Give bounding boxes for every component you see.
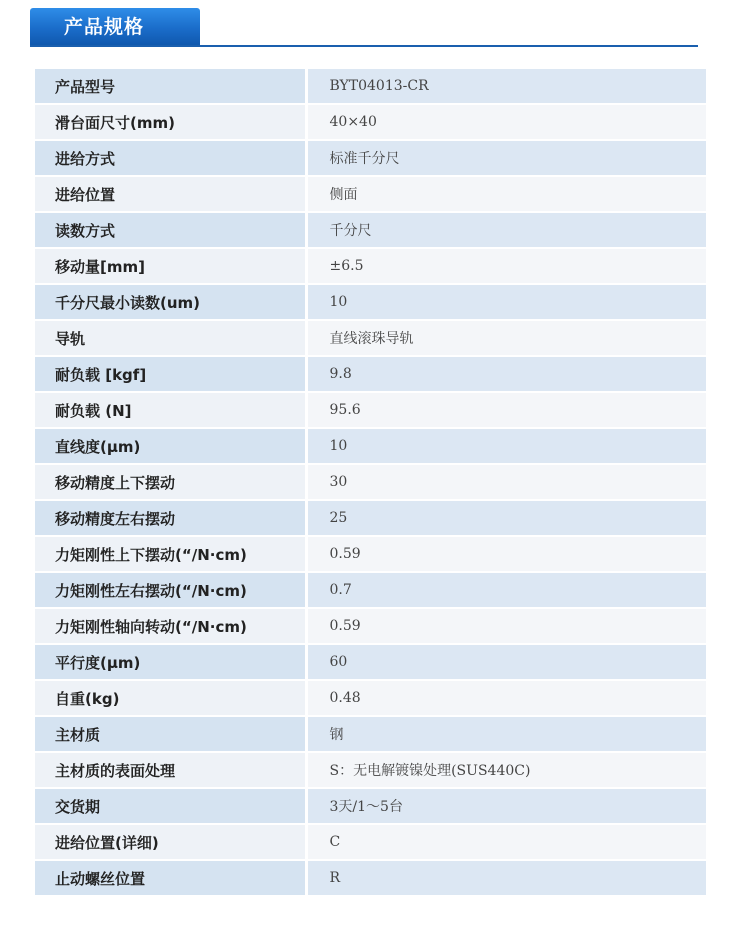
spec-value: 直线滚珠导轨 [306, 320, 706, 356]
section-divider [30, 45, 698, 47]
spec-value: 侧面 [306, 176, 706, 212]
spec-value: 钢 [306, 716, 706, 752]
spec-value: 标准千分尺 [306, 140, 706, 176]
spec-row [35, 464, 706, 500]
spec-row [35, 752, 706, 788]
spec-row [35, 500, 706, 536]
spec-row [35, 212, 706, 248]
spec-label: 千分尺最小读数(um) [35, 284, 306, 320]
spec-row [35, 788, 706, 824]
spec-label: 导轨 [35, 320, 306, 356]
spec-label: 进给方式 [35, 140, 306, 176]
spec-label: 交货期 [35, 788, 306, 824]
spec-label: 产品型号 [35, 69, 306, 104]
spec-label: 移动量[mm] [35, 248, 306, 284]
spec-row [35, 824, 706, 860]
spec-row [35, 392, 706, 428]
spec-row [35, 248, 706, 284]
spec-label: 移动精度左右摆动 [35, 500, 306, 536]
spec-row [35, 284, 706, 320]
spec-row [35, 140, 706, 176]
spec-label: 耐负载 [kgf] [35, 356, 306, 392]
spec-value: 千分尺 [306, 212, 706, 248]
spec-value: 10 [306, 284, 706, 320]
spec-label: 进给位置 [35, 176, 306, 212]
spec-value: BYT04013-CR [306, 69, 706, 104]
spec-value: R [306, 860, 706, 896]
spec-label: 进给位置(详细) [35, 824, 306, 860]
spec-value: 0.59 [306, 536, 706, 572]
spec-value: 95.6 [306, 392, 706, 428]
spec-value: 60 [306, 644, 706, 680]
spec-value: ±6.5 [306, 248, 706, 284]
spec-row [35, 356, 706, 392]
spec-label: 滑台面尺寸(mm) [35, 104, 306, 140]
spec-row [35, 320, 706, 356]
spec-value: 40×40 [306, 104, 706, 140]
spec-value: 9.8 [306, 356, 706, 392]
section-title-tab: 产品规格 [30, 8, 200, 46]
spec-label: 止动螺丝位置 [35, 860, 306, 896]
spec-label: 力矩刚性轴向转动(“/N·cm) [35, 608, 306, 644]
spec-value: 10 [306, 428, 706, 464]
section-header [30, 8, 698, 48]
spec-row [35, 104, 706, 140]
spec-row [35, 428, 706, 464]
spec-label: 读数方式 [35, 212, 306, 248]
spec-row [35, 680, 706, 716]
spec-label: 移动精度上下摆动 [35, 464, 306, 500]
spec-label: 主材质 [35, 716, 306, 752]
spec-label: 力矩刚性上下摆动(“/N·cm) [35, 536, 306, 572]
spec-row [35, 860, 706, 896]
spec-row [35, 176, 706, 212]
spec-row [35, 69, 706, 104]
spec-row [35, 716, 706, 752]
spec-value: 25 [306, 500, 706, 536]
spec-value: 0.59 [306, 608, 706, 644]
spec-value: S：无电解镀镍处理(SUS440C) [306, 752, 706, 788]
spec-label: 直线度(μm) [35, 428, 306, 464]
spec-label: 耐负载 (N] [35, 392, 306, 428]
spec-label: 平行度(μm) [35, 644, 306, 680]
spec-value: C [306, 824, 706, 860]
spec-row [35, 644, 706, 680]
spec-table-body [35, 69, 706, 896]
spec-label: 自重(kg) [35, 680, 306, 716]
spec-row [35, 536, 706, 572]
spec-value: 3天/1～5台 [306, 788, 706, 824]
spec-value: 0.48 [306, 680, 706, 716]
spec-label: 主材质的表面处理 [35, 752, 306, 788]
spec-table [35, 69, 706, 897]
spec-value: 30 [306, 464, 706, 500]
spec-row [35, 608, 706, 644]
spec-value: 0.7 [306, 572, 706, 608]
spec-label: 力矩刚性左右摆动(“/N·cm) [35, 572, 306, 608]
spec-row [35, 572, 706, 608]
